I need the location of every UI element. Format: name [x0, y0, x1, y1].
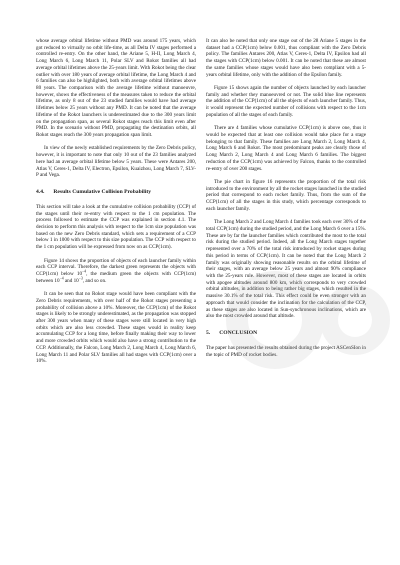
exponent: −3: [78, 275, 83, 280]
body-paragraph: It can be seen that no Rokot stage would have been compliant with the Zero Debris requirements, with over half of the Rokot stages presenting a probability of collision above a 10%. Moreover, the CCP(1cm) of the Rokot stages is likely to be strongly underestimated, as the propagation was stopped after 300 years when many of these stages were still located in very high orbits which are also less crowded. These stages would in reality keep accumulating CCP for a long time, before finally making their way to lower and more crowded orbits which would also have a strong contribution to the CCP. Additionally, the Falcon, Long March 2, Long March 4, Long March 6, Long March 11 and Polar SLV families all had stages with CCP(1cm) over a 10%.: [36, 291, 196, 365]
section-number: 5.: [206, 330, 211, 337]
body-paragraph: This section will take a look at the cumulative collision probability (CCP) of the stages until their re-entry with respect to the 1 cm population. The process followed to estimate the CCP was explained in section 4.1. The decision to perform this analysis with respect to the 1cm size population was based on the new Zero Debris standard, which sets a requirement of a CCP below 1 in 1000 with respect to this size population. The CCP with respect to the 1 cm population will be expressed from now on as CCP(1cm).: [36, 203, 196, 251]
body-paragraph: whose average orbital lifetime without PMD was around 175 years, which got reduced to virtually no orbit life-time, as all Delta IV stages performed a controlled re-entry. On the other hand, the Ariane 5, H-II, Long March 4, Long March 6, Long March 11, Polar SLV and Rokot families all had average orbital lifetimes above the 25-years limit. With Rokot being the clear outlier with over 180 years of average orbital lifetime, the Long March 4 and 6 families can also be highlighted, both with average orbital lifetimes above 80 years. The comparison with the average lifetime without manoeuvre, however, shows the effectiveness of the measures taken to reduce the orbital lifetime, as only 8 out of the 23 studied families would have had average lifetimes below 25 years without any PMD. It can be noted that the average lifetime of the Rokot launchers is underestimated due to the 300 years limit on the propagation span, as several Rokot stages reach this limit even after PMD. In the scenario without PMD, propagating the destination orbits, all Rokot stages reach the 300 years propagation span limit.: [36, 38, 196, 139]
body-paragraph: There are 4 families whose cumulative CCP(1cm) is above one, thus it would be expected that at least one collision would take place for a stage belonging to that family. These families are Long March 2, Long March 4, Long March 6 and Rokot. The most predominant peaks are clearly those of Long March 2, Long March 4 and Long March 6 families. The biggest reduction of the CCP(1cm) was achieved by Falcon, thanks to the controlled re-entry of over 200 stages.: [206, 125, 366, 172]
text-run: , the medium green the objects with CCP(1cm) between 10: [36, 270, 197, 284]
exponent: −4: [59, 275, 64, 280]
body-paragraph: The Long March 2 and Long March 4 families took each over 30% of the total CCP(1cm) during the studied period, and the Long March 6 over a 15%. These are by far the launcher families which contributed the most to the total risk during the studied period. Indeed, all the Long March stages together represented over a 70% of the total risk introduced by rocket stages during this period in terms of CCP(1cm). It can be noted that the Long March 2 family was originally showing reasonable results on the orbital lifetime of their stages, with an average below 25 years and almost 90% compliance with the 25-years rule. However, most of these stages are located in orbits with apogee altitudes around 800 km, which corresponds to very crowded orbital altitudes, in addition to being rather big stages, which resulted in the massive 30.1% of the total risk. This effect could be even stronger with an approach that would consider the inclination for the calculation of the CCP, as these stages are also located in Sun-synchronous inclinations, which are also the most crowded around that altitude.: [206, 219, 366, 320]
section-title: CONCLUSION: [219, 330, 258, 337]
text-run: , and so on.: [82, 277, 107, 284]
body-paragraph: It can also be noted that only one stage out of the 28 Ariane 5 stages in the dataset had a CCP(1cm) below 0.001, thus compliant with the Zero Debris policy. The families Antares 200, Atlas V, Ceres-1, Delta IV, Epsilon had all the stages with CCP(1cm) below 0.001. It can be noted that these are almost the same families whose stages would have also been compliant with a 5-years orbital lifetime, only with the addition of the Epsilon family.: [206, 38, 366, 78]
body-paragraph: The paper has presented the results obtained during the project ASCenSIon in the topic of PMD of rocket bodies.: [206, 344, 366, 358]
section-heading-conclusion: [206, 330, 366, 337]
right-column: [206, 38, 366, 365]
body-paragraph: Figure 15 shows again the number of objects launched by each launcher family and whether they manoeuvred or not. The solid blue line represents the addition of the CCP(1cm) of all the objects of each launcher family. Thus, it would represent the expected number of collisions with respect to the 1cm population of all the stages of each family.: [206, 85, 366, 118]
text-run: and 10: [63, 277, 79, 284]
body-paragraph: In view of the newly established requirements by the Zero Debris policy, however, it is important to note that only 10 out of the 23 families analyzed here had an average orbital lifetime below 5 years. These were Antares 200, Atlas V, Ceres-1, Delta IV, Electron, Epsilon, Kuaizhou, Long March 7, SLV-P and Vega.: [36, 145, 196, 179]
section-heading-4-4: [36, 189, 196, 196]
text-run: Figure 14 shows the proportion of objects of each launcher family within each CCP interval. Therefore, the darkest green represents the objects with CCP(1cm) below 10: [36, 257, 196, 277]
body-paragraph: [36, 258, 196, 285]
section-number: 4.4.: [36, 189, 45, 196]
exponent: −4: [82, 269, 87, 274]
section-title: Results Cumulative Collision Probability: [53, 189, 152, 196]
left-column: [36, 38, 196, 372]
body-paragraph: The pie chart in figure 16 represents the proportion of the total risk introduced to the environment by all the rocket stages launched in the studied period that correspond to each rocket family. Thus, from the sum of the CCP(1cm) of all the stages in this study, which percentage corresponds to each launcher family.: [206, 179, 366, 212]
